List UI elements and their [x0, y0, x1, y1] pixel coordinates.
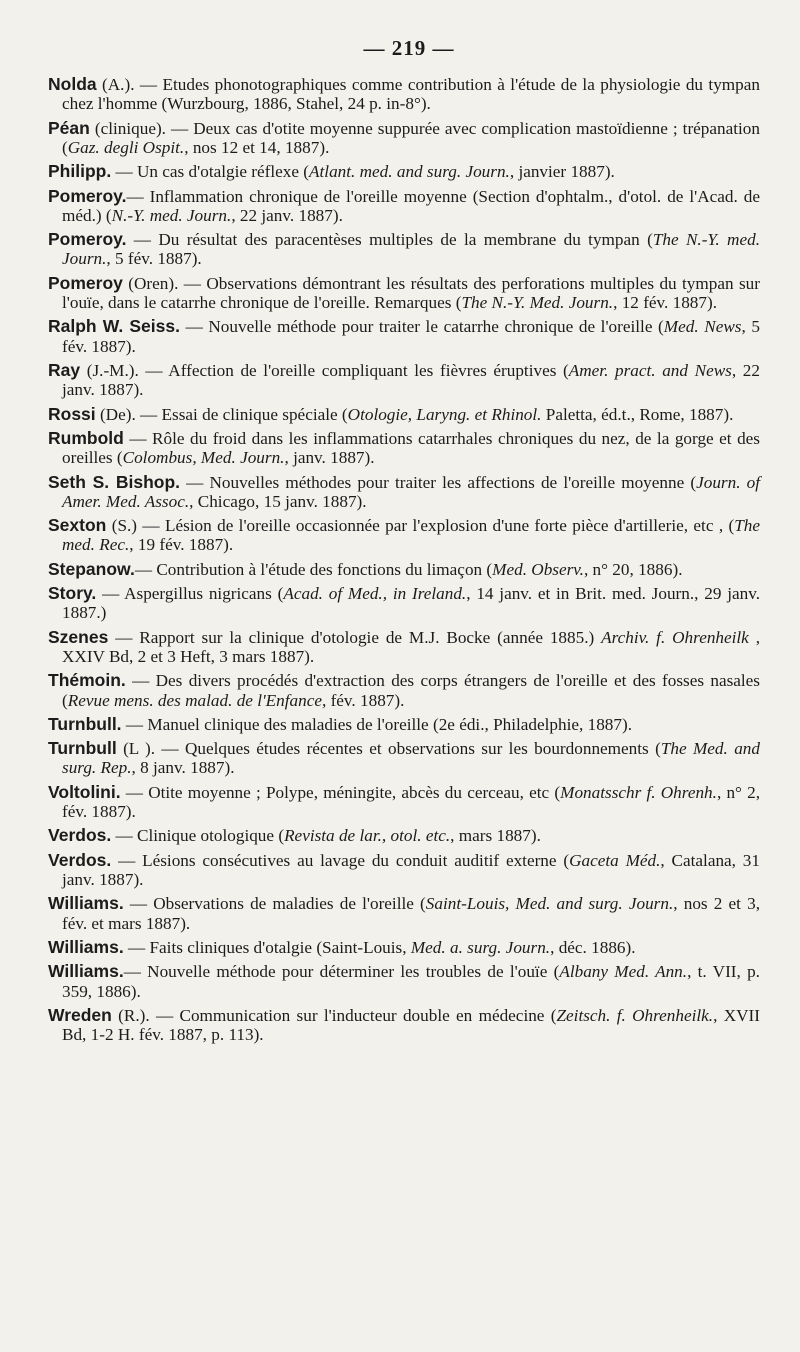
- entry-author: Seth S. Bishop.: [48, 471, 181, 492]
- bibliography-entry: [48, 230, 760, 268]
- entry-text: — Un cas d'otalgie réflexe (: [111, 162, 310, 182]
- entry-author: Turnbull.: [48, 713, 122, 734]
- entry-journal: Med. a. surg. Journ.: [410, 938, 551, 958]
- entry-journal: The Med. and surg. Rep.: [62, 739, 760, 778]
- entry-author: Story.: [48, 583, 97, 604]
- entry-text: (A.). — Etudes phonotographiques comme contribution à l'étude de la physiologie du tympan chez l'homme (Wurzbourg, 1886, Stahel, 24 p. in-8°).: [62, 75, 760, 114]
- entry-journal: The N.-Y. med. Journ.: [62, 230, 760, 269]
- entry-details: , 19 fév. 1887).: [129, 535, 234, 555]
- entry-details: , mars 1887).: [450, 826, 541, 846]
- bibliography-entry: [48, 405, 760, 424]
- entry-text: — Des divers procédés d'extraction des corps étrangers de l'oreille et des fosses nasales (: [62, 671, 760, 710]
- entry-text: — Aspergillus nigricans (: [96, 584, 284, 604]
- entry-details: , Catalana, 31 janv. 1887).: [62, 850, 760, 890]
- entry-text: — Du résultat des paracentèses multiples de la membrane du tympan (: [126, 230, 653, 250]
- entry-journal: Amer. pract. and News: [568, 360, 732, 380]
- entry-text: (De). — Essai de clinique spéciale (: [95, 404, 348, 424]
- entry-text: (S.) — Lésion de l'oreille occasionnée par l'explosion d'une forte pièce d'artillerie, etc , (: [106, 516, 735, 536]
- bibliography-entry: [48, 671, 760, 709]
- entry-details: , 12 fév. 1887).: [613, 292, 718, 312]
- entry-journal: Albany Med. Ann.: [559, 962, 688, 982]
- entry-author: Thémoin.: [48, 670, 126, 691]
- entry-author: Voltolini.: [48, 781, 121, 802]
- entry-text: (R.). — Communication sur l'inducteur double en médecine (: [111, 1006, 557, 1026]
- bibliography-entry: [48, 317, 760, 355]
- entry-text: — Lésions consécutives au lavage du conduit auditif externe (: [111, 850, 570, 870]
- entry-journal: Journ. of Amer. Med. Assoc.: [62, 472, 760, 511]
- entry-journal: Acad. of Med., in Ireland.: [283, 584, 467, 604]
- bibliography-entry: [48, 962, 760, 1000]
- entry-text: — Nouvelle méthode pour déterminer les troubles de l'ouïe (: [123, 962, 560, 982]
- entry-text: (clinique). — Deux cas d'otite moyenne suppurée avec complication mastoïdienne ; trépanation (: [62, 118, 760, 157]
- bibliography-entry: [48, 516, 760, 554]
- entry-details: , XVII Bd, 1-2 H. fév. 1887, p. 113).: [62, 1006, 760, 1045]
- bibliography-list: [48, 75, 760, 1044]
- entry-text: — Manuel clinique des maladies de l'oreille (2e édi., Philadelphie, 1887).: [121, 714, 633, 734]
- entry-details: , t. VII, p. 359, 1886).: [62, 962, 760, 1001]
- entry-journal: The N.-Y. Med. Journ.: [461, 292, 614, 312]
- bibliography-entry: [48, 851, 760, 889]
- bibliography-entry: [48, 429, 760, 467]
- entry-author: Wreden: [48, 1005, 112, 1026]
- entry-details: Paletta, éd.t., Rome, 1887).: [541, 404, 734, 424]
- entry-details: , XXIV Bd, 2 et 3 Heft, 3 mars 1887).: [62, 627, 761, 666]
- entry-author: Williams.: [48, 961, 124, 982]
- bibliography-entry: [48, 739, 760, 777]
- entry-author: Ray: [48, 359, 81, 380]
- bibliography-entry: [48, 783, 760, 821]
- entry-journal: Zeitsch. f. Ohrenheilk.: [556, 1006, 714, 1026]
- entry-author: Sexton: [48, 515, 107, 536]
- entry-details: , 22 janv. 1887).: [62, 360, 760, 400]
- bibliography-entry: [48, 361, 760, 399]
- entry-details: , déc. 1886).: [550, 938, 636, 958]
- bibliography-entry: [48, 162, 760, 181]
- entry-text: — Faits cliniques d'otalgie (Saint-Louis,: [123, 938, 411, 958]
- entry-text: (J.-M.). — Affection de l'oreille compliquant les fièvres éruptives (: [80, 360, 569, 380]
- entry-author: Rumbold: [48, 427, 124, 448]
- entry-text: (L ). — Quelques études récentes et observations sur les bourdonnements (: [116, 739, 661, 759]
- page-number: — 219 —: [363, 36, 455, 60]
- entry-details: , 5 fév. 1887).: [62, 317, 761, 356]
- entry-details: , 5 fév. 1887).: [106, 249, 202, 269]
- entry-author: Verdos.: [48, 849, 112, 870]
- bibliography-entry: [48, 75, 760, 113]
- entry-text: — Nouvelle méthode pour traiter le catarrhe chronique de l'oreille (: [179, 317, 664, 337]
- entry-author: Ralph W. Seiss.: [48, 316, 180, 337]
- entry-journal: Revue mens. des malad. de l'Enfance: [67, 690, 322, 710]
- entry-author: Williams.: [48, 893, 124, 914]
- entry-details: , fév. 1887).: [321, 690, 405, 710]
- entry-details: , nos 12 et 14, 1887).: [184, 137, 330, 157]
- bibliography-entry: [48, 584, 760, 622]
- bibliography-entry: [48, 119, 760, 157]
- entry-details: , janv. 1887).: [284, 448, 375, 468]
- entry-journal: The med. Rec.: [62, 516, 760, 555]
- entry-author: Pomeroy.: [48, 229, 127, 250]
- entry-text: — Contribution à l'étude des fonctions du limaçon (: [134, 559, 493, 579]
- entry-details: , 14 janv. et in Brit. med. Journ., 29 janv. 1887.): [62, 584, 760, 623]
- bibliography-entry: [48, 938, 760, 957]
- entry-author: Philipp.: [48, 161, 112, 182]
- bibliography-entry: [48, 715, 760, 734]
- bibliography-entry: [48, 826, 760, 845]
- entry-details: , nos 2 et 3, fév. et mars 1887).: [62, 894, 760, 933]
- bibliography-entry: [48, 560, 760, 579]
- entry-details: , n° 20, 1886).: [583, 559, 683, 579]
- entry-journal: Archiv. f. Ohrenheilk: [601, 627, 749, 647]
- entry-text: — Clinique otologique (: [111, 826, 285, 846]
- entry-author: Verdos.: [48, 825, 112, 846]
- entry-author: Turnbull: [48, 738, 117, 759]
- entry-author: Nolda: [48, 74, 97, 94]
- entry-journal: Gaz. degli Ospit.: [67, 137, 185, 157]
- bibliography-entry: [48, 894, 760, 932]
- bibliography-entry: [48, 1006, 760, 1044]
- entry-author: Szenes: [48, 626, 109, 647]
- bibliography-entry: [48, 187, 760, 225]
- entry-text: — Rapport sur la clinique d'otologie de M.J. Bocke (année 1885.): [108, 627, 602, 647]
- entry-journal: Revista de lar., otol. etc.: [284, 826, 451, 846]
- entry-journal: Gaceta Méd.: [569, 850, 661, 870]
- bibliography-entry: [48, 274, 760, 312]
- entry-journal: Med. News: [663, 317, 742, 337]
- entry-text: — Inflammation chronique de l'oreille moyenne (Section d'ophtalm., d'otol. de l'Acad. de méd.) (: [62, 186, 760, 225]
- bibliography-entry: [48, 473, 760, 511]
- entry-journal: Saint-Louis, Med. and surg. Journ.: [425, 894, 674, 914]
- entry-journal: Colombus, Med. Journ.: [122, 448, 285, 468]
- entry-details: , janvier 1887).: [509, 162, 615, 182]
- entry-text: — Rôle du froid dans les inflammations catarrhales chroniques du nez, de la gorge et des oreilles (: [62, 428, 760, 468]
- entry-journal: Otologie, Laryng. et Rhinol.: [347, 404, 542, 424]
- entry-author: Péan: [48, 117, 90, 138]
- entry-text: (Oren). — Observations démontrant les résultats des perforations multiples du tympan sur l'ouïe, dans le catarrhe chronique de l'oreille. Remarques (: [62, 273, 760, 312]
- entry-text: — Nouvelles méthodes pour traiter les affections de l'oreille moyenne (: [180, 472, 697, 492]
- entry-text: — Otite moyenne ; Polype, méningite, abcès du cerceau, etc (: [120, 782, 561, 802]
- entry-author: Stepanow.: [48, 558, 135, 579]
- entry-author: Pomeroy.: [48, 185, 127, 206]
- entry-journal: Med. Observ.: [492, 559, 584, 579]
- entry-author: Rossi: [48, 403, 96, 424]
- entry-details: , n° 2, fév. 1887).: [62, 782, 761, 822]
- entry-details: , 22 janv. 1887).: [231, 205, 343, 225]
- entry-text: — Observations de maladies de l'oreille (: [123, 894, 426, 914]
- entry-journal: Monatsschr f. Ohrenh.: [560, 782, 717, 802]
- entry-author: Williams.: [48, 937, 124, 958]
- entry-author: Pomeroy: [48, 272, 123, 293]
- entry-journal: N.-Y. med. Journ.: [111, 205, 232, 225]
- entry-journal: Atlant. med. and surg. Journ.: [309, 162, 510, 182]
- entry-details: , 8 janv. 1887).: [131, 758, 235, 778]
- bibliography-entry: [48, 628, 760, 666]
- entry-details: , Chicago, 15 janv. 1887).: [189, 491, 367, 511]
